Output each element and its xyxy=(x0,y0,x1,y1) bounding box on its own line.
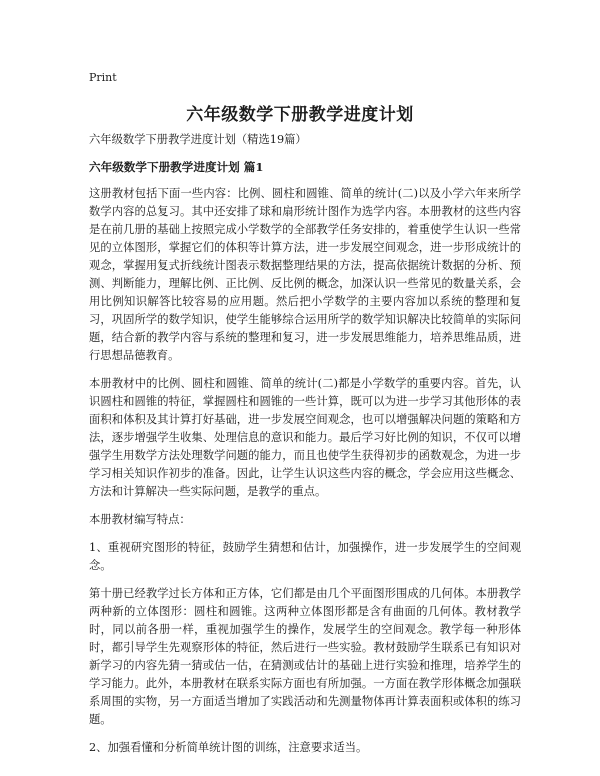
document-subtitle: 六年级数学下册教学进度计划（精选19篇） xyxy=(89,133,307,146)
paragraph: 本册教材编写特点： xyxy=(89,513,191,526)
page-title: 六年级数学下册教学进度计划 xyxy=(186,105,414,125)
paragraph: 这册教材包括下面一些内容：比例、圆柱和圆锥、简单的统计(二)以及小学六年来所学数学内容的总复习。其中还安排了球和扇形统计图作为选学内容。本册教材的这些内容是在前几册的基础上按照完成小学数学的全部教学任务安排的，着重使学生认识一些常见的立体图形，掌握它们的体积等计算方法，进一步发展空间观念，进一步形成统计的观念，掌握用复式折线统计图表示数据整理结果的方法，提高依据统计数据的分析、预测、判断能力，理解比例、正比例、反比例的概念，加深认识一些常见的数量关系，会用比例知识解答比较容易的应用题。然后把小学数学的主要内容加以系统的整理和复习，巩固所学的数学知识，使学生能够综合运用所学的数学知识解决比较简单的实际问题，结合新的教学内容与系统的整理和复习，进一步发展思维能力，培养思维品质，进行思想品德教育。 xyxy=(89,187,521,362)
paragraph: 1、重视研究图形的特征，鼓励学生猜想和估计，加强操作，进一步发展学生的空间观念。 xyxy=(89,541,521,572)
section-heading: 六年级数学下册教学进度计划 篇1 xyxy=(89,160,264,174)
paragraph: 本册教材中的比例、圆柱和圆锥、简单的统计(二)都是小学数学的重要内容。首先，认识圆柱和圆锥的特征，掌握圆柱和圆锥的一些计算，既可以为进一步学习其他形体的表面积和体积及其计算打好基础，进一步发展空间观念，也可以增强解决问题的策略和方法，逐步增强学生收集、处理信息的意识和能力。最后学习好比例的知识，不仅可以增强学生用数学方法处理数学问题的能力，而且也使学生获得初步的函数观念，为进一步学习相关知识作初步的准备。因此，让学生认识这些内容的概念，学会应用这些概念、方法和计算解决一些实际问题，是教学的重点。 xyxy=(89,377,521,498)
paragraph: 2、加强看懂和分析简单统计图的训练，注意要求适当。 xyxy=(89,741,368,754)
document-body xyxy=(89,131,521,767)
print-link[interactable]: Print xyxy=(89,71,117,84)
paragraph: 第十册已经教学过长方体和正方体，它们都是由几个平面图形围成的几何体。本册教学两种新的立体图形：圆柱和圆锥。这两种立体图形都是含有曲面的几何体。教材教学时，同以前各册一样，重视加强学生的操作，发展学生的空间观念。教学每一种形体时，都引导学生先观察形体的特征，然后进行一些实验。教材鼓励学生联系已有知识对新学习的内容先猜一猜或估一估，在猜测或估计的基础上进行实验和推理，培养学生的学习能力。此外，本册教材在联系实际方面也有所加强。一方面在教学形体概念加强联系周围的实物，另一方面适当增加了实践活动和先测量物体再计算表面积或体积的练习题。 xyxy=(89,587,521,726)
